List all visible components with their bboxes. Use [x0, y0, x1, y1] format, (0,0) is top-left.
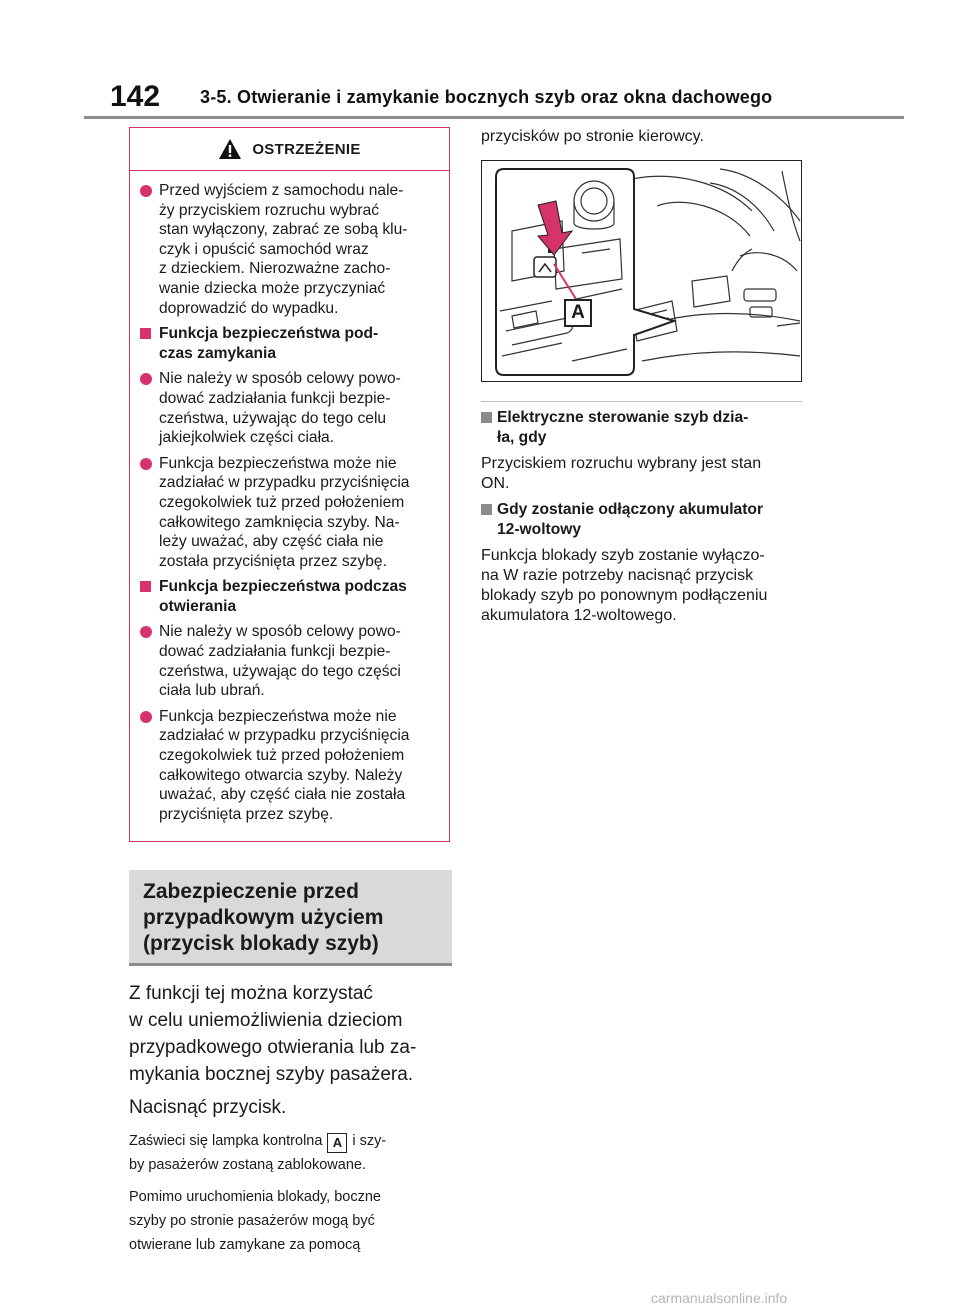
square-bullet-icon [481, 504, 492, 515]
warning-item [140, 707, 443, 825]
page-header [84, 76, 904, 116]
callout-badge-a: A [327, 1133, 347, 1153]
warning-title: OSTRZEŻENIE [252, 140, 361, 158]
warning-subhead [140, 577, 443, 616]
header-rule [84, 116, 904, 119]
lock-note: Pomimo uruchomienia blokady, boczne szyby po stronie pasażerów mogą być otwierane lub zamykane za pomocą [129, 1189, 382, 1253]
instruction-text: Nacisnąć przycisk. [129, 1097, 287, 1118]
bullet-dot-icon [140, 626, 152, 638]
indicator-note-text: Zaświeci się lampka kontrolna [129, 1133, 323, 1149]
window-lock-illustration [481, 160, 802, 382]
subhead-text: Gdy zostanie odłączony akumulator 12-woltowy [497, 501, 764, 538]
warning-item-text: Przed wyjściem z samochodu nale- ży przyciskiem rozruchu wybrać stan wyłączony, zabrać ze sobą klu- czyk i opuścić samochód wraz z dzieckiem. Nierozważne zacho- wanie dziecka może przyczyniać doprowadzić do wypadku. [159, 182, 408, 317]
square-bullet-icon [140, 328, 151, 339]
warning-subhead [140, 324, 443, 363]
footer-watermark: carmanualsonline.info [651, 1290, 788, 1306]
warning-triangle-icon [218, 138, 242, 160]
battery-text: Funkcja blokady szyb zostanie wyłączo- na W razie potrzeby nacisnąć przycisk blokady szyb po ponownym podłączeniu akumulatora 12-woltowego. [481, 547, 768, 624]
warning-item [140, 454, 443, 572]
car-interior-drawing [482, 161, 802, 382]
bullet-dot-icon [140, 373, 152, 385]
feature-heading: Zabezpieczenie przed przypadkowym użyciem (przycisk blokady szyb) [129, 870, 452, 966]
warning-item-text: Funkcja bezpieczeństwa może nie zadziałać w przypadku przyciśnięcia czegokolwiek tuż przed położeniem całkowitego zamknięcia szyby. Na- leży uważać, aby część ciała nie została przyciśnięta przez szybę. [159, 454, 410, 570]
continuation-text: przycisków po stronie kierowcy. [481, 128, 704, 145]
callout-label-a: A [564, 299, 592, 327]
warning-body [130, 171, 449, 824]
warning-item-text: Nie należy w sposób celowy powo- dować zadziałania funkcji bezpie- czeństwa, używając do tego części ciała lub ubrań. [159, 623, 401, 700]
right-column [481, 127, 804, 626]
power-window-text: Przyciskiem rozruchu wybrany jest stan ON. [481, 455, 762, 492]
section-divider [481, 401, 802, 402]
indicator-note [129, 1129, 452, 1177]
page-number: 142 [110, 80, 161, 113]
section-title: 3-5. Otwieranie i zamykanie bocznych szyb oraz okna dachowego [200, 87, 773, 107]
subhead-battery [481, 500, 804, 540]
warning-header [130, 128, 449, 171]
feature-intro: Z funkcji tej można korzystać w celu uniemożliwienia dzieciom przypadkowego otwierania lub za- mykania bocznej szyby pasażera. [129, 983, 417, 1085]
indicator-note-text-end: i szy- by pasażerów zostaną zablokowane. [129, 1133, 387, 1173]
warning-subhead-text: Funkcja bezpieczeństwa pod- czas zamykania [159, 325, 379, 362]
square-bullet-icon [481, 412, 492, 423]
warning-box [129, 127, 450, 842]
subhead-text: Elektryczne sterowanie szyb dzia- ła, gdy [497, 409, 749, 446]
left-column [129, 127, 452, 1257]
bullet-dot-icon [140, 458, 152, 470]
warning-item-text: Nie należy w sposób celowy powo- dować zadziałania funkcji bezpie- czeństwa, używając do tego celu jakiejkolwiek części ciała. [159, 370, 401, 447]
subhead-power-window [481, 408, 804, 448]
bullet-dot-icon [140, 711, 152, 723]
warning-item [140, 622, 443, 700]
warning-item [140, 181, 443, 318]
warning-subhead-text: Funkcja bezpieczeństwa podczas otwierania [159, 578, 407, 615]
warning-item [140, 369, 443, 447]
bullet-dot-icon [140, 185, 152, 197]
square-bullet-icon [140, 581, 151, 592]
warning-item-text: Funkcja bezpieczeństwa może nie zadziałać w przypadku przyciśnięcia czegokolwiek tuż przed położeniem całkowitego otwarcia szyby. Należy uważać, aby część ciała nie została przyciśnięta przez szybę. [159, 707, 410, 823]
